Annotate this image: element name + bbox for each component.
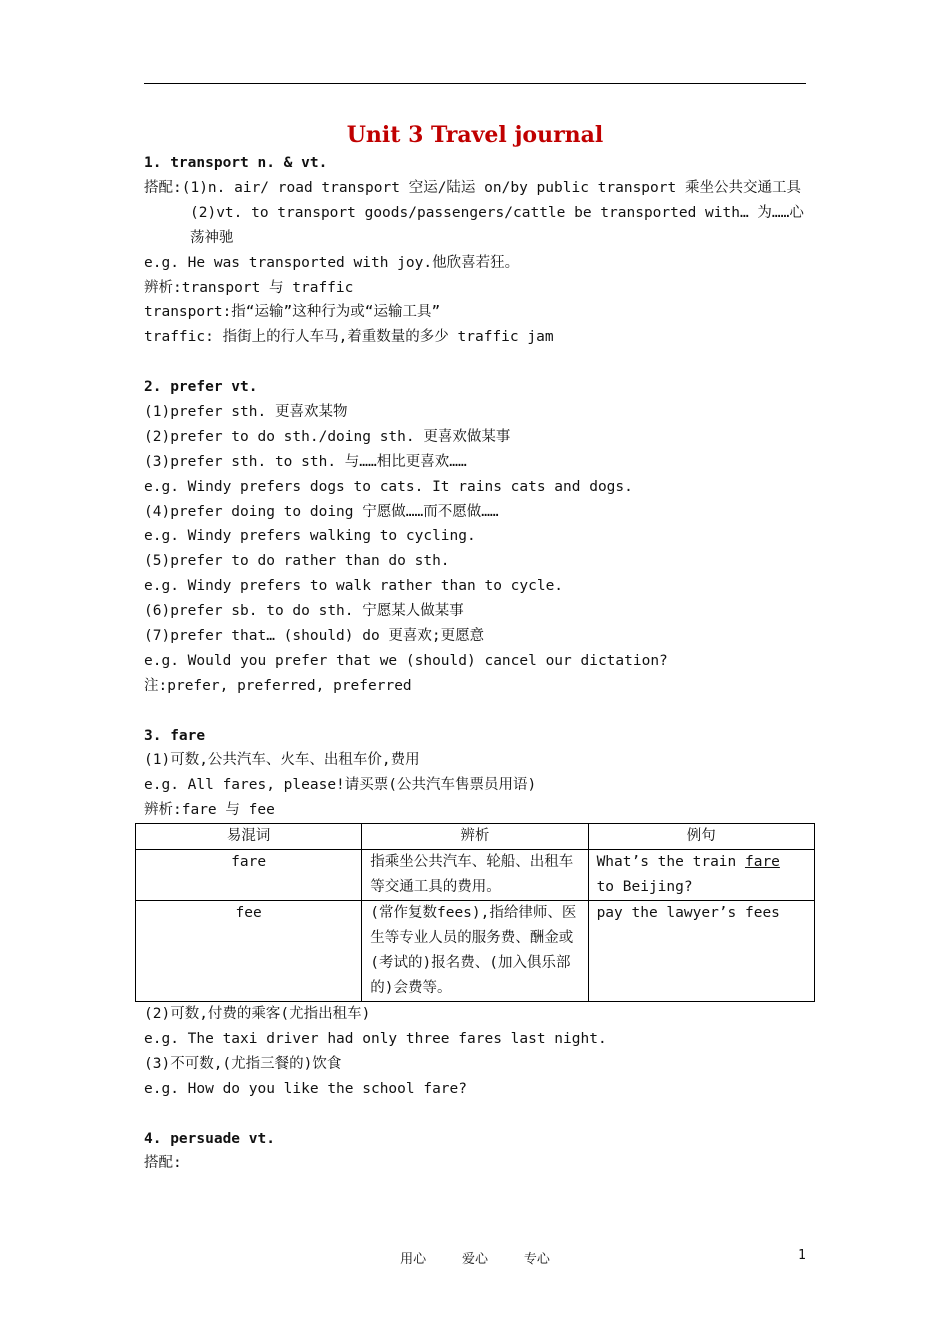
section-3-line: (1)可数,公共汽车、火车、出租车价,费用 bbox=[144, 752, 420, 769]
spacer bbox=[144, 1102, 808, 1127]
spacer bbox=[144, 350, 808, 375]
footer-word: 用心 bbox=[400, 1252, 427, 1267]
section-4-line: 搭配: bbox=[144, 1155, 182, 1172]
section-3-line: e.g. All fares, please!请买票(公共汽车售票员用语) bbox=[144, 777, 537, 794]
table-cell-word: fare bbox=[136, 850, 362, 901]
table-row bbox=[136, 850, 815, 901]
section-2-line: (1)prefer sth. 更喜欢某物 bbox=[144, 403, 348, 420]
table-header-cell: 辨析 bbox=[362, 824, 588, 850]
section-2-line: (5)prefer to do rather than do sth. bbox=[144, 553, 450, 570]
header-rule bbox=[144, 83, 806, 84]
footer-word: 专心 bbox=[523, 1252, 550, 1267]
section-2-line: e.g. Windy prefers walking to cycling. bbox=[144, 528, 476, 545]
table-cell-explain: (常作复数fees),指给律师、医生等专业人员的服务费、酬金或(考试的)报名费、(加入俱乐部的)会费等。 bbox=[362, 901, 588, 1002]
comparison-table bbox=[135, 823, 815, 1002]
section-3-line: e.g. How do you like the school fare? bbox=[144, 1080, 468, 1097]
section-2-line: 注:prefer, preferred, preferred bbox=[144, 677, 412, 694]
example-text: to Beijing? bbox=[596, 879, 693, 896]
table-cell-example bbox=[588, 850, 814, 901]
section-3-line: (2)可数,付费的乘客(尤指出租车) bbox=[144, 1006, 371, 1023]
section-2-line: e.g. Windy prefers dogs to cats. It rains cats and dogs. bbox=[144, 478, 633, 495]
footer-word: 爱心 bbox=[461, 1252, 488, 1267]
table-header-cell: 例句 bbox=[588, 824, 814, 850]
section-2-heading: 2. prefer vt. bbox=[144, 379, 258, 396]
section-3-heading: 3. fare bbox=[144, 727, 206, 744]
section-2-line: (6)prefer sb. to do sth. 宁愿某人做某事 bbox=[144, 603, 464, 620]
section-2-line: (3)prefer sth. to sth. 与……相比更喜欢…… bbox=[144, 453, 467, 470]
section-1-line: transport:指“运输”这种行为或“运输工具” bbox=[144, 304, 441, 321]
section-3-line: (3)不可数,(尤指三餐的)饮食 bbox=[144, 1055, 342, 1072]
section-1-line: traffic: 指街上的行人车马,着重数量的多少 traffic jam bbox=[144, 329, 554, 346]
table-header-row bbox=[136, 824, 815, 850]
section-1-line: e.g. He was transported with joy.他欣喜若狂。 bbox=[144, 254, 520, 271]
document-body bbox=[144, 151, 808, 1176]
section-2-line: (7)prefer that… (should) do 更喜欢;更愿意 bbox=[144, 627, 485, 644]
section-1-line: 辨析:transport 与 traffic bbox=[144, 279, 354, 296]
table-row bbox=[136, 901, 815, 1002]
section-2-line: (4)prefer doing to doing 宁愿做……而不愿做…… bbox=[144, 503, 499, 520]
spacer bbox=[144, 699, 808, 724]
section-3-line: 辨析:fare 与 fee bbox=[144, 802, 275, 819]
table-cell-word: fee bbox=[136, 901, 362, 1002]
page-title: Unit 3 Travel journal bbox=[346, 122, 604, 148]
example-text: What’s the train bbox=[596, 854, 745, 871]
table-header-cell: 易混词 bbox=[136, 824, 362, 850]
table-cell-explain: 指乘坐公共汽车、轮船、出租车等交通工具的费用。 bbox=[362, 850, 588, 901]
section-2-line: e.g. Would you prefer that we (should) cancel our dictation? bbox=[144, 652, 668, 669]
section-1-heading: 1. transport n. & vt. bbox=[144, 155, 328, 171]
section-4-heading: 4. persuade vt. bbox=[144, 1130, 275, 1147]
section-2-line: e.g. Windy prefers to walk rather than to cycle. bbox=[144, 578, 564, 595]
page-footer bbox=[0, 1248, 950, 1267]
page-number: 1 bbox=[798, 1248, 806, 1263]
section-2-line: (2)prefer to do sth./doing sth. 更喜欢做某事 bbox=[144, 428, 511, 445]
table-cell-example: pay the lawyer’s fees bbox=[588, 901, 814, 1002]
section-1-line: 搭配:(1)n. air/ road transport 空运/陆运 on/by public transport 乘坐公共交通工具 bbox=[144, 179, 801, 196]
section-1-line: (2)vt. to transport goods/passengers/cattle be transported with… 为……心荡神驰 bbox=[190, 204, 804, 246]
underlined-word: fare bbox=[744, 854, 780, 871]
section-3-line: e.g. The taxi driver had only three fares last night. bbox=[144, 1030, 607, 1047]
